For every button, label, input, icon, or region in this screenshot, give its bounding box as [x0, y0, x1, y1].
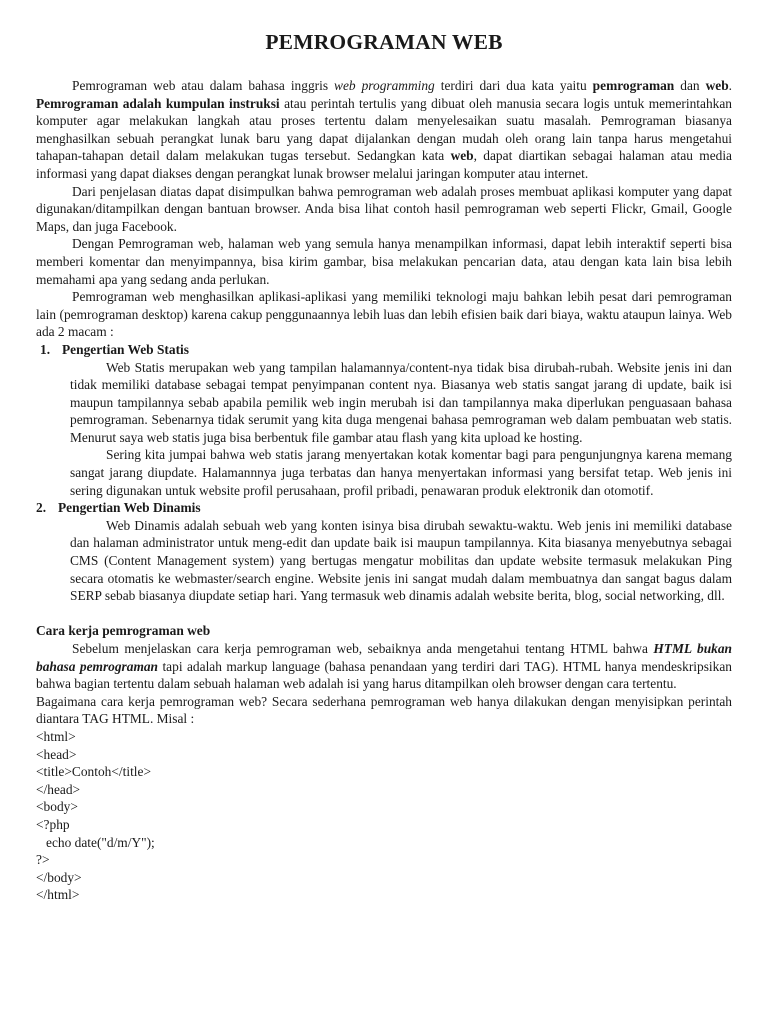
section-web-statis: [36, 359, 732, 500]
paragraph-3: Dengan Pemrograman web, halaman web yang semula hanya menampilkan informasi, dapat lebih interaktif seperti bisa memberi komentar dan menyimpannya, bisa kirim gambar, bisa melakukan pencarian data, atau dengan kata lain bisa lebih memahami apa yang sedang anda perlukan.: [36, 236, 732, 287]
text-run: , dapat diartikan sebagai halaman atau media informasi yang dapat diakses dengan perangkat lunak browser melalui jaringan komputer atau internet.: [36, 148, 733, 181]
bold-term: pemrograman: [592, 78, 675, 93]
list-number: 2.: [36, 500, 47, 516]
intro-paragraph: [36, 77, 732, 183]
text-run: Sebelum menjelaskan cara kerja pemrograman web, sebaiknya anda mengetahui tentang HTML bahwa: [72, 641, 654, 656]
code-line: echo date("d/m/Y");: [36, 834, 155, 850]
text-run: atau perintah tertulis yang dibuat oleh manusia secara logis untuk memerintahkan komputer agar melakukan langkah atau proses tertentu dalam menyelesaikan suatu masalah. Pemrograman biasanya menghasilkan sebuah perangkat lunak baru yang dapat dijalankan dengan mudah oleh orang lain tanpa harus mengetahui tahapan-tahapan detail dalam melakukan tugas tersebut. Sedangkan kata: [36, 95, 732, 164]
italic-term: web programming: [334, 78, 435, 93]
text-run: Pemrograman web atau dalam bahasa inggris: [72, 78, 335, 93]
text-run: dan: [674, 78, 706, 93]
text-run: terdiri dari dua kata yaitu: [434, 78, 593, 93]
section-heading-cara-kerja: Cara kerja pemrograman web: [36, 623, 211, 639]
web-dinamis-paragraph-1: Web Dinamis adalah sebuah web yang konten isinya bisa dirubah sewaktu-waktu. Web jenis ini memiliki database dan halaman administrator untuk meng-edit dan update baik isi maupun tampilannya. Kita biasanya menyebutnya sebagai CMS (Content Management system) yang bertugas mengatur mobilitas dan update website termasuk melakukan Ping secara otomatis ke webmaster/search engine. Website jenis ini sangat mudah dalam membuatnya dan sangat bagus dalam SERP sebab biasanya diupdate setiap hari. Yang termasuk web dinamis adalah website berita, blog, social networking, dll.: [70, 517, 732, 604]
bold-italic-phrase: HTML bukan bahasa pemrograman: [36, 641, 732, 674]
code-line: </body>: [36, 869, 82, 885]
paragraph-2: Dari penjelasan diatas dapat disimpulkan bahwa pemrograman web adalah proses membuat aplikasi komputer yang dapat digunakan/ditampilkan dengan bantuan browser. Anda bisa lihat contoh hasil pemrograman web seperti Flickr, Gmail, Google Maps, dan juga Facebook.: [36, 183, 732, 234]
bold-phrase: Pemrograman adalah kumpulan instruksi: [36, 95, 280, 111]
code-line: <head>: [36, 746, 77, 762]
page-title: PEMROGRAMAN WEB: [265, 30, 503, 54]
code-sample: [36, 728, 732, 904]
section-heading-web-dinamis: [36, 499, 732, 517]
code-line: <title>Contoh</title>: [36, 764, 152, 780]
code-line: </html>: [36, 887, 80, 903]
list-number: 1.: [40, 341, 51, 357]
code-line: <?php: [36, 816, 70, 832]
spacer: [36, 605, 732, 623]
web-statis-paragraph-2: Sering kita jumpai bahwa web statis jarang menyertakan kotak komentar bagi para pengunjungnya karena memang sangat jarang diupdate. Halamannnya juga terbatas dan hanya menyertakan informasi yang bersifat tetap. Web jenis ini sering digunakan untuk website profil perusahaan, profil pribadi, penawaran produk elektronik dan otomotif.: [70, 447, 732, 498]
web-statis-paragraph-1: Web Statis merupakan web yang tampilan halamannya/content-nya tidak bisa dirubah-rubah. Website jenis ini dan tidak memiliki database sebagai tempat penyimpanan content nya. Biasanya web statis sangat jarang di update, baik isi maupun tampilannya sebab apabila pemilik web ingin merubah isi dan tampilannya maka diperlukan penguasaan bahasa pemrograman. Sebenarnya tidak serumit yang kita duga mengenai bahasa pemrograman web dalam pembuatan web statis. Menurut saya web statis juga bisa berbentuk file gambar atau flash yang kita upload ke hosting.: [70, 359, 732, 445]
code-line: </head>: [36, 781, 81, 797]
cara-kerja-paragraph-1: [36, 640, 732, 693]
bold-term: web: [450, 148, 474, 164]
paragraph-4: Pemrograman web menghasilkan aplikasi-aplikasi yang memiliki teknologi maju bahkan lebih pesat dari pemrograman lain (pemrograman desktop) karena cakup penggunaannya lebih luas dan lebih efisien baik dari biaya, waktu ataupun lainya. Web ada 2 macam :: [36, 289, 732, 340]
text-run: .: [728, 78, 732, 93]
heading-text: Pengertian Web Dinamis: [58, 500, 201, 516]
section-heading-web-statis: [36, 341, 732, 359]
code-line: ?>: [36, 852, 50, 868]
bold-term: web: [705, 78, 729, 93]
section-web-dinamis: [36, 517, 732, 605]
text-run: tapi adalah markup language (bahasa penandaan yang terdiri dari TAG). HTML hanya mendeskripsikan bahwa bagian tertentu dalam sebuah halaman web adalah isi yang harus ditampilkan oleh browser dengan cara tertentu.: [36, 658, 732, 692]
cara-kerja-paragraph-2: Bagaimana cara kerja pemrograman web? Secara sederhana pemrograman web hanya dilakukan dengan menyisipkan perintah diantara TAG HTML. Misal :: [36, 693, 732, 727]
code-line: <html>: [36, 728, 76, 744]
heading-text: Pengertian Web Statis: [62, 341, 189, 357]
code-line: <body>: [36, 799, 78, 815]
